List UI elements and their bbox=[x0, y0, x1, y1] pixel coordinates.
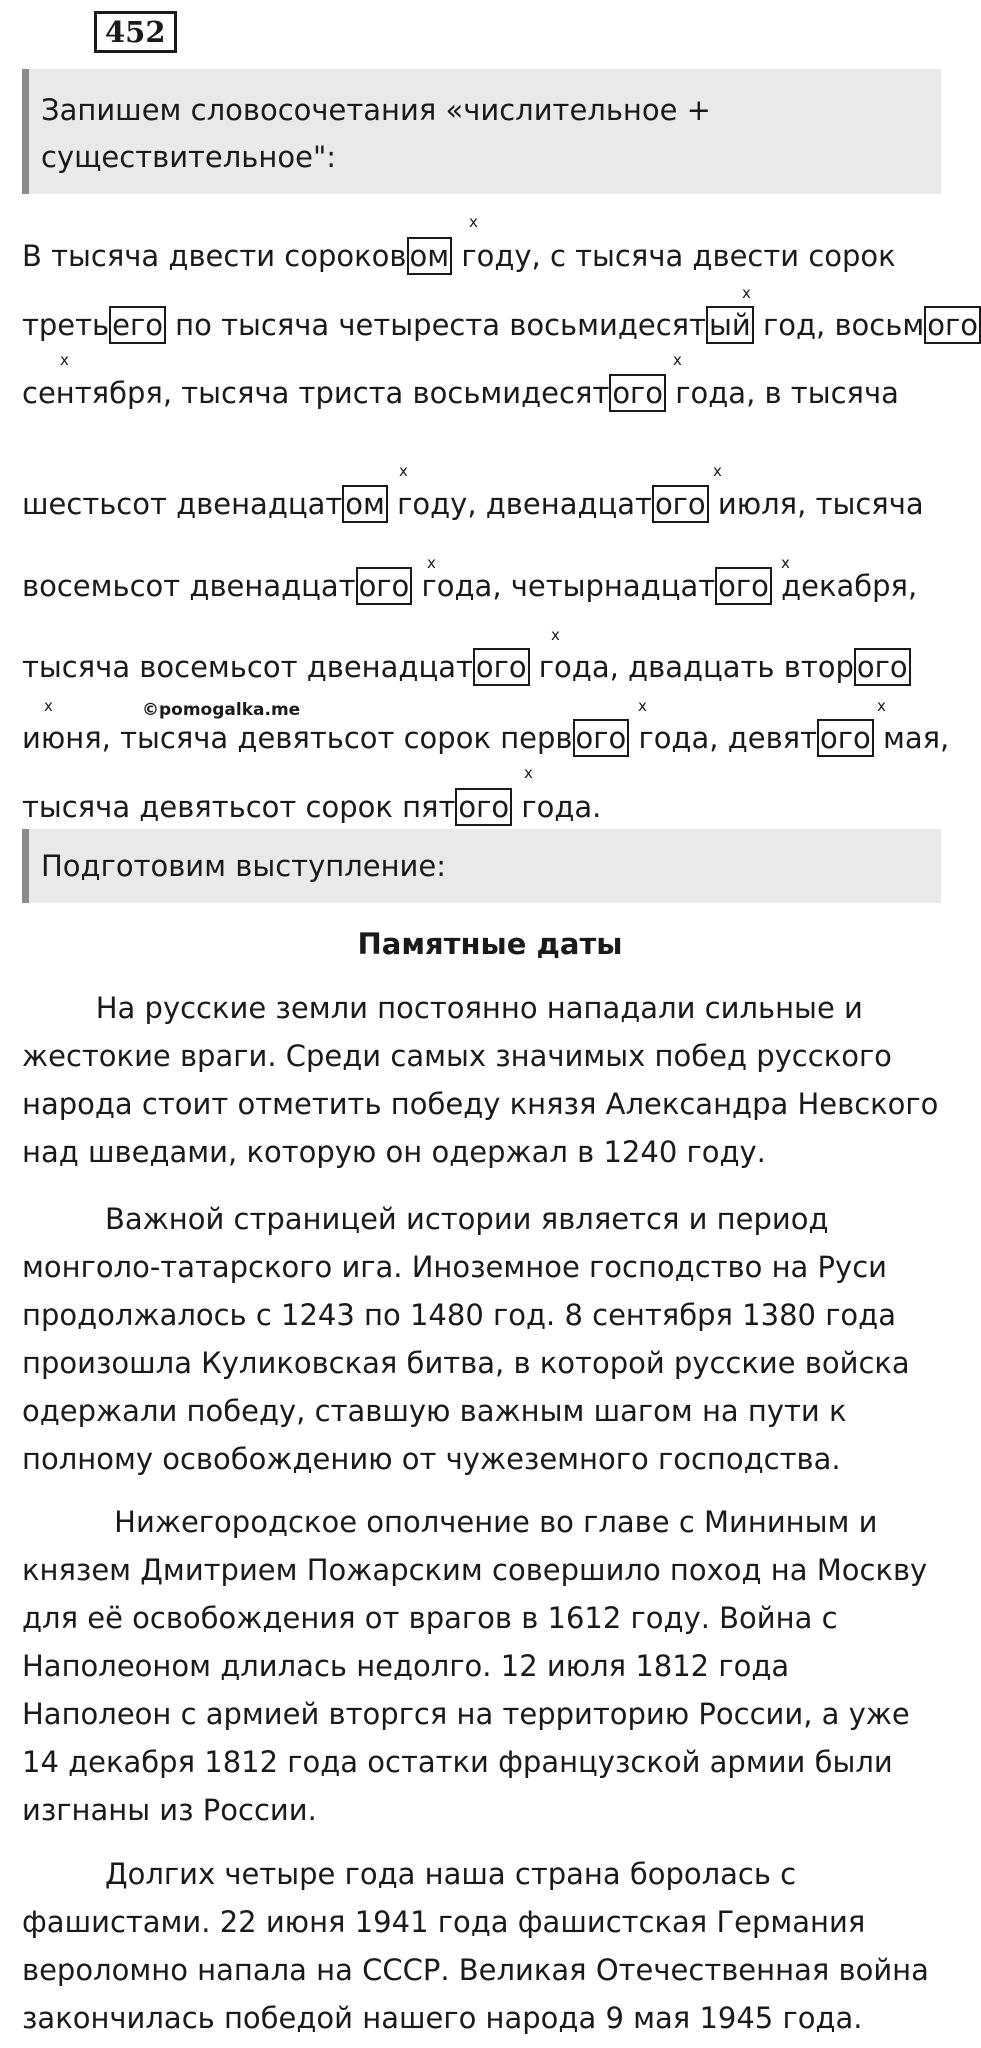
phrase-line bbox=[22, 645, 911, 689]
paragraph-text: Долгих четыре года наша страна боролась с фашистами. 22 июня 1941 года фашистская Германия вероломно напала на СССР. Великая Отечественная война закончилась победой нашего народа 9 мая 1945 года. bbox=[22, 1857, 929, 2035]
phrase-text: В тысяча двести сороков bbox=[22, 239, 407, 273]
phrase-text: тысяча восемьсот двенадцат bbox=[22, 650, 473, 684]
phrase-text: сентября, тысяча триста восьмидесят bbox=[22, 376, 610, 410]
phrase-text: года. bbox=[512, 790, 602, 824]
stress-mark: x bbox=[60, 351, 69, 369]
phrase-line bbox=[22, 234, 896, 278]
phrase-text: тысяча девятьсот сорок пят bbox=[22, 790, 456, 824]
instruction-text: Запишем словосочетания «числительное + существительное": bbox=[41, 93, 711, 174]
phrase-text: июня, тысяча девятьсот сорок перв bbox=[22, 721, 573, 755]
essay-paragraph bbox=[22, 1498, 947, 1834]
stress-mark: x bbox=[742, 284, 751, 302]
boxed-ending: ого bbox=[356, 567, 413, 605]
paragraph-indent bbox=[22, 1202, 96, 1236]
phrase-text: шестьсот двенадцат bbox=[22, 487, 343, 521]
phrase-text: по тысяча четыреста восьмидесят bbox=[165, 308, 707, 342]
exercise-number: 452 bbox=[94, 11, 177, 53]
phrase-line bbox=[22, 303, 981, 347]
boxed-ending: ого bbox=[652, 485, 709, 523]
phrase-line bbox=[22, 371, 899, 415]
paragraph-indent bbox=[22, 1857, 105, 1891]
phrase-text: году, с тысяча двести сорок bbox=[452, 239, 896, 273]
essay-paragraph bbox=[22, 1850, 947, 2042]
boxed-ending: ом bbox=[342, 485, 388, 523]
stress-mark: x bbox=[427, 554, 436, 572]
stress-mark: x bbox=[524, 764, 533, 782]
phrase-text: год, восьм bbox=[753, 308, 925, 342]
paragraph-text: Нижегородское ополчение во главе с Мининым и князем Дмитрием Пожарским совершило поход на Москву для её освобождения от врагов в 1612 году. Война с Наполеоном длилась недолго. 12 июля 1812 года Наполеон с армией вторгся на территорию России, а уже 14 декабря 1812 года остатки французской армии были изгнаны из России. bbox=[22, 1505, 928, 1827]
phrase-text: восемьсот двенадцат bbox=[22, 569, 356, 603]
instruction-banner bbox=[22, 69, 941, 194]
boxed-ending: ого bbox=[473, 648, 530, 686]
task-text: Подготовим выступление: bbox=[41, 849, 446, 883]
phrase-text: декабря, bbox=[771, 569, 918, 603]
paragraph-text: Важной страницей истории является и период монголо-татарского ига. Иноземное господство на Руси продолжалось с 1243 по 1480 год. 8 сентября 1380 года произошла Куликовская битва, в которой русские войска одержали победу, ставшую важным шагом на пути к полному освобождению от чужеземного господства. bbox=[22, 1202, 910, 1476]
boxed-ending: ого bbox=[924, 306, 981, 344]
stress-mark: x bbox=[673, 351, 682, 369]
essay-paragraph bbox=[22, 984, 947, 1176]
stress-mark: x bbox=[877, 697, 886, 715]
boxed-ending: ом bbox=[407, 237, 453, 275]
stress-mark: x bbox=[44, 697, 53, 715]
boxed-ending: ого bbox=[854, 648, 911, 686]
paragraph-indent bbox=[22, 991, 96, 1025]
boxed-ending: его bbox=[109, 306, 166, 344]
task-banner bbox=[22, 829, 941, 903]
essay-title: Памятные даты bbox=[357, 927, 623, 961]
paragraph-indent bbox=[22, 1505, 105, 1539]
boxed-ending: ого bbox=[573, 719, 630, 757]
phrase-text: года, двадцать втор bbox=[529, 650, 854, 684]
phrase-line bbox=[22, 482, 924, 526]
phrase-text: треть bbox=[22, 308, 110, 342]
boxed-ending: ый bbox=[706, 306, 754, 344]
phrase-text: года, четырнадцат bbox=[412, 569, 716, 603]
stress-mark: x bbox=[469, 213, 478, 231]
stress-mark: x bbox=[713, 462, 722, 480]
essay-paragraph bbox=[22, 1195, 947, 1483]
phrase-text: июля, тысяча bbox=[708, 487, 924, 521]
phrase-text: мая, bbox=[873, 721, 950, 755]
stress-mark: x bbox=[638, 697, 647, 715]
paragraph-text: На русские земли постоянно нападали сильные и жестокие враги. Среди самых значимых побед русского народа стоит отметить победу князя Александра Невского над шведами, которую он одержал в 1240 году. bbox=[22, 991, 939, 1169]
phrase-text: году, двенадцат bbox=[387, 487, 652, 521]
phrase-text: года, в тысяча bbox=[666, 376, 899, 410]
phrase-text: года, девят bbox=[629, 721, 818, 755]
boxed-ending: ого bbox=[455, 788, 512, 826]
phrase-line bbox=[22, 785, 601, 829]
stress-mark: x bbox=[781, 554, 790, 572]
phrase-line bbox=[22, 716, 949, 760]
boxed-ending: ого bbox=[817, 719, 874, 757]
watermark: ©pomogalka.me bbox=[142, 700, 301, 720]
stress-mark: x bbox=[399, 462, 408, 480]
stress-mark: x bbox=[551, 626, 560, 644]
boxed-ending: ого bbox=[609, 374, 666, 412]
boxed-ending: ого bbox=[715, 567, 772, 605]
